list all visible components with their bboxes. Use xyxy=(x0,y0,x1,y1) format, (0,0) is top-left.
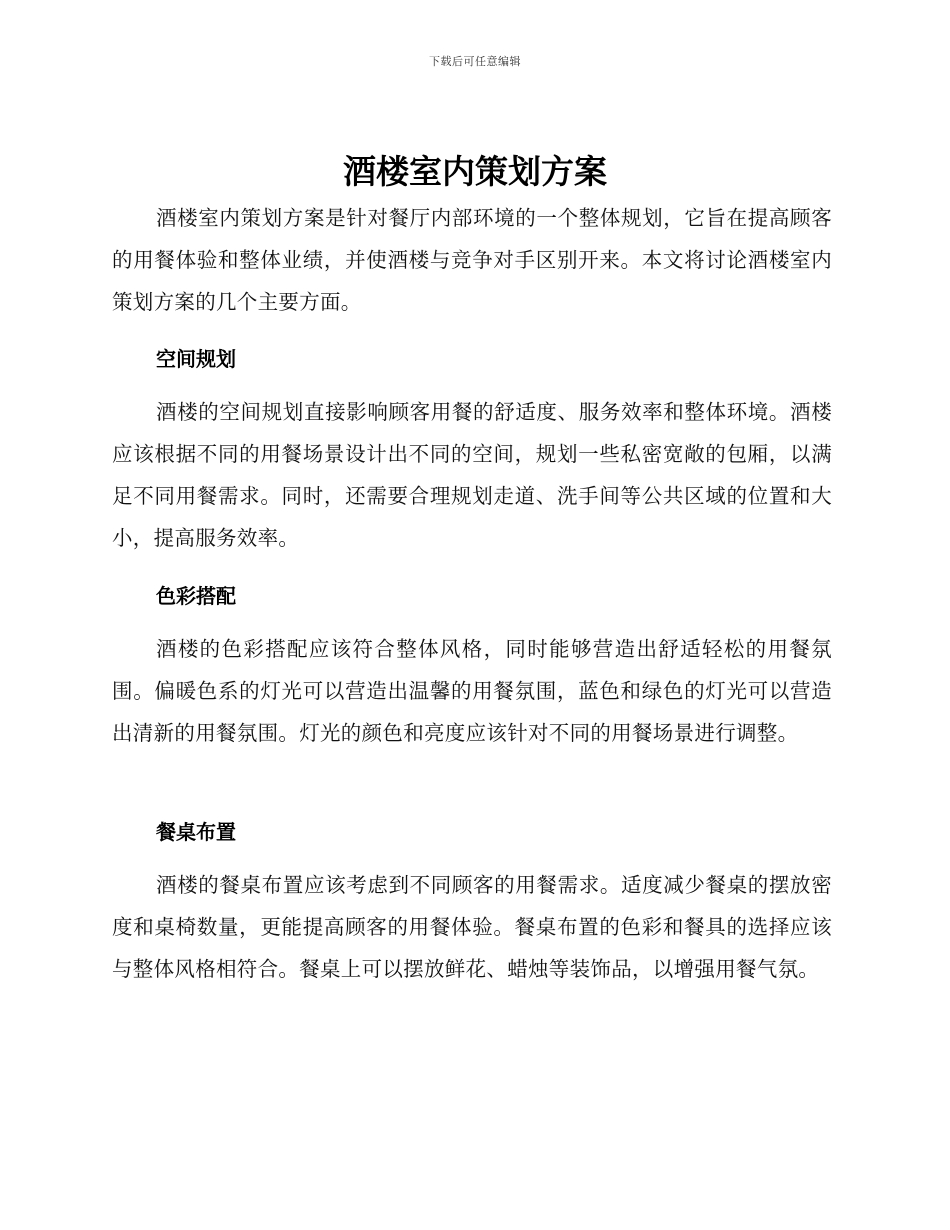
section-heading-table-layout: 餐桌布置 xyxy=(156,820,236,844)
document-title: 酒楼室内策划方案 xyxy=(343,152,607,191)
section-body-table-layout: 酒楼的餐桌布置应该考虑到不同顾客的用餐需求。适度减少餐桌的摆放密度和桌椅数量，更能提高顾客的用餐体验。餐桌布置的色彩和餐具的选择应该与整体风格相符合。餐桌上可以摆放鲜花、蜡烛等装饰品，以增强用餐气氛。 xyxy=(112,873,832,981)
section-heading-space-planning: 空间规划 xyxy=(156,347,236,371)
intro-paragraph: 酒楼室内策划方案是针对餐厅内部环境的一个整体规划，它旨在提高顾客的用餐体验和整体业绩，并使酒楼与竞争对手区别开来。本文将讨论酒楼室内策划方案的几个主要方面。 xyxy=(112,206,832,314)
section-heading-color-scheme: 色彩搭配 xyxy=(156,584,236,608)
section-body-color-scheme: 酒楼的色彩搭配应该符合整体风格，同时能够营造出舒适轻松的用餐氛围。偏暖色系的灯光可以营造出温馨的用餐氛围，蓝色和绿色的灯光可以营造出清新的用餐氛围。灯光的颜色和亮度应该针对不同的用餐场景进行调整。 xyxy=(112,637,832,745)
page-header-note: 下载后可任意编辑 xyxy=(429,55,521,68)
section-body-space-planning: 酒楼的空间规划直接影响顾客用餐的舒适度、服务效率和整体环境。酒楼应该根据不同的用餐场景设计出不同的空间，规划一些私密宽敞的包厢，以满足不同用餐需求。同时，还需要合理规划走道、洗手间等公共区域的位置和大小，提高服务效率。 xyxy=(112,400,832,550)
